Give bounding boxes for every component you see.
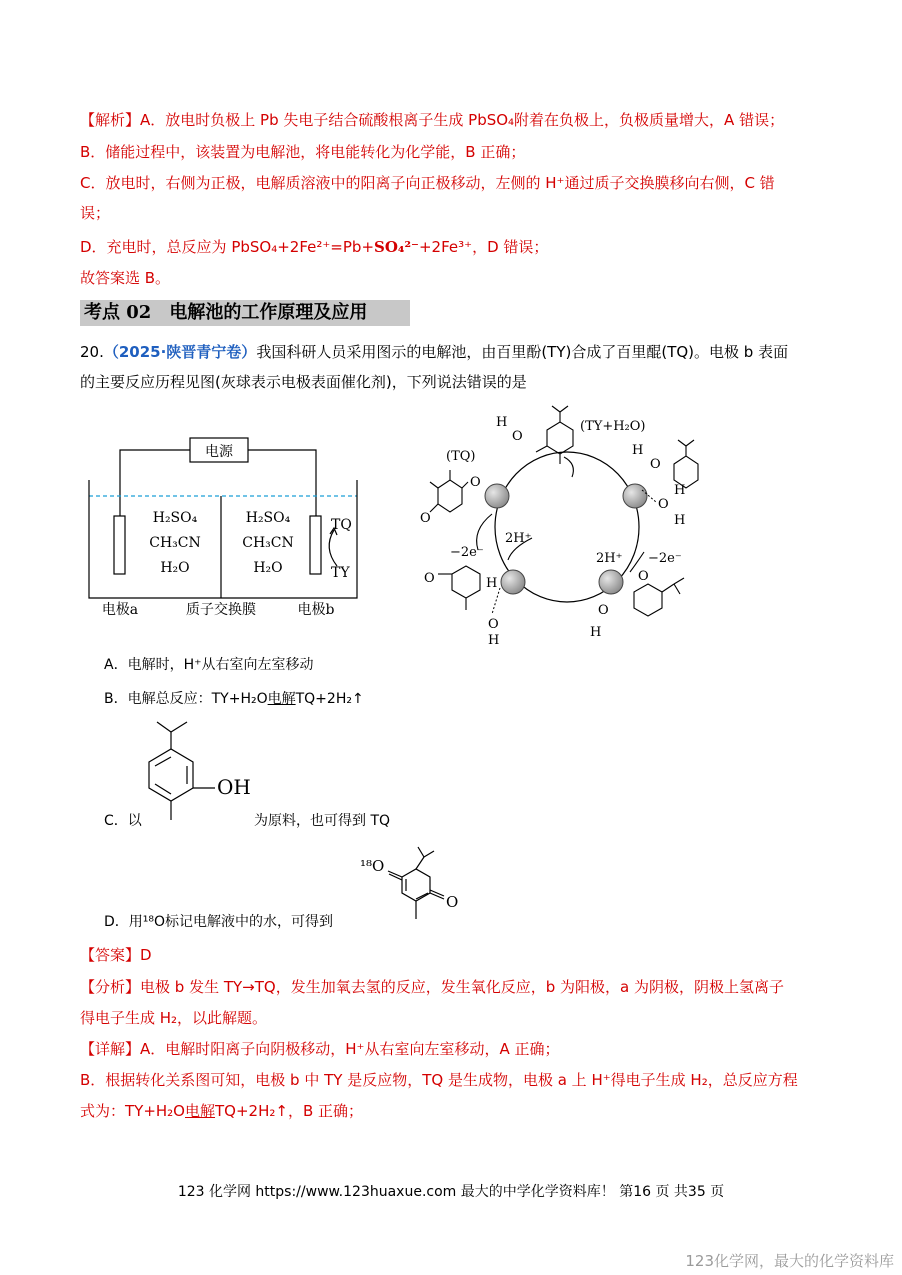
option-b-pre: B．电解总反应：TY+H₂O: [104, 691, 268, 707]
electrode-a-label: 电极a: [101, 602, 139, 618]
o-label: O: [446, 893, 459, 911]
atom-o-tq-1: O: [470, 475, 481, 490]
electrolytic-cell-diagram: [85, 430, 370, 625]
answer-value: D: [140, 946, 152, 964]
atom-h-water: H: [674, 513, 686, 528]
detail-line-b2: [80, 1101, 363, 1121]
solution-right-3: H₂O: [253, 560, 283, 576]
option-c-pre: C．以: [104, 813, 142, 829]
detail-b2-pre: 式为：TY+H₂O: [80, 1102, 185, 1120]
prev-analysis-line-c2: 误；: [80, 204, 111, 222]
detail-line-a: [80, 1039, 560, 1059]
prev-analysis-line-b: B．储能过程中，该装置为电解池，将电能转化为化学能，B 正确；: [80, 143, 526, 161]
catalyst-ball-top-left: [485, 484, 509, 508]
prev-conclusion: 故答案选 B。: [80, 269, 171, 287]
analysis-line-2: 得电子生成 H₂，以此解题。: [80, 1009, 268, 1027]
solution-left-1: H₂SO₄: [152, 510, 198, 526]
atom-h-top: H: [496, 415, 508, 430]
ty-molecule-top: [536, 406, 573, 464]
analysis-tag: 【解析】: [80, 111, 141, 129]
atom-o-br-2: O: [598, 603, 609, 618]
option-c-post: 为原料，也可得到 TQ: [254, 813, 391, 829]
detail-line-b1: B．根据转化关系图可知，电极 b 中 TY 是反应物，TQ 是生成物，电极 a 上 H⁺得电子生成 H₂，总反应方程: [80, 1071, 798, 1089]
question-number: 20.: [80, 343, 104, 361]
option-b-cond: 电解: [267, 691, 296, 707]
analysis-text-a: A．放电时负极上 Pb 失电子结合硫酸根离子生成 PbSO₄附着在负极上，负极质量增大，A 错误；: [140, 111, 785, 129]
answer-tag: 【答案】: [80, 946, 141, 964]
minus-2e-right: −2e⁻: [648, 551, 682, 566]
question-line-1: [80, 342, 788, 362]
minus-2e-left: −2e⁻: [450, 545, 484, 560]
answer-line: [80, 945, 152, 965]
option-c: [104, 811, 142, 831]
thymol-structure: [135, 716, 260, 828]
prev-analysis-line-c1: C．放电时，右侧为正极，电解质溶液中的阳离子向正极移动，左侧的 H⁺通过质子交换膜移向右侧，C 错: [80, 174, 775, 192]
atom-o-water: O: [658, 497, 669, 512]
line-d-pre: D．充电时，总反应为 PbSO₄+2Fe²⁺=Pb+: [80, 238, 375, 256]
atom-h-bl: H: [486, 576, 498, 591]
option-d: D．用¹⁸O标记电解液中的水，可得到: [104, 914, 334, 930]
analysis-line-1: [80, 977, 784, 997]
option-b-post: TQ+2H₂↑: [295, 691, 364, 707]
question-source: （2025·陕晋青宁卷）: [103, 343, 257, 361]
oh-label: OH: [217, 775, 251, 799]
atom-h-right: H: [632, 443, 644, 458]
electrode-b: [310, 516, 321, 574]
labeled-tq-structure: [358, 843, 488, 928]
tq-molecule-left: [430, 470, 468, 512]
atom-o-right: O: [650, 457, 661, 472]
ty-molecule-right: [674, 440, 698, 488]
prev-analysis-line-d: [80, 237, 548, 257]
page-footer: 123 化学网 https://www.123huaxue.com 最大的中学化学资料库！ 第16 页 共35 页: [177, 1184, 725, 1200]
sulfate-ion: SO₄²⁻: [374, 238, 419, 256]
atom-o-tq-2: O: [420, 511, 431, 526]
detail-b2-cond: 电解: [185, 1102, 216, 1120]
catalyst-ball-top-right: [623, 484, 647, 508]
catalyst-ball-bottom-left: [501, 570, 525, 594]
atom-o-bl-2: O: [488, 617, 499, 632]
solution-right-1: H₂SO₄: [245, 510, 291, 526]
electrode-a: [114, 516, 125, 574]
catalyst-ball-bottom-right: [599, 570, 623, 594]
option-a: A．电解时，H⁺从右室向左室移动: [104, 657, 314, 673]
line-d-post: +2Fe³⁺，D 错误；: [418, 238, 549, 256]
atom-h-right-2: H: [674, 483, 686, 498]
question-text-1: 我国科研人员采用图示的电解池，由百里酚(TY)合成了百里醌(TQ)。电极 b 表面: [256, 343, 789, 361]
detail-text-a: A．电解时阳离子向阴极移动，H⁺从右室向左室移动，A 正确；: [140, 1040, 560, 1058]
bound-molecule-left: [438, 566, 480, 610]
reaction-cycle-diagram: [412, 402, 712, 652]
analysis-tag: 【分析】: [80, 978, 141, 996]
solution-right-2: CH₃CN: [242, 535, 294, 551]
tq-label: TQ: [331, 517, 352, 533]
watermark: 123化学网，最大的化学资料库: [685, 1252, 894, 1270]
power-source-label: 电源: [205, 444, 233, 460]
option-b: [104, 689, 364, 709]
o18-label: ¹⁸O: [360, 857, 385, 875]
question-line-2: 的主要反应历程见图(灰球表示电极表面催化剂)，下列说法错误的是: [80, 373, 527, 391]
atom-o-br: O: [638, 569, 649, 584]
solution-left-2: CH₃CN: [149, 535, 201, 551]
atom-o-top: O: [512, 429, 523, 444]
two-h-plus-inner: 2H⁺: [505, 531, 532, 546]
electrode-b-label: 电极b: [297, 602, 335, 618]
prev-analysis-line-a: [80, 110, 784, 130]
solution-left-3: H₂O: [160, 560, 190, 576]
atom-h-bl-2: H: [488, 633, 500, 648]
membrane-label: 质子交换膜: [186, 602, 256, 618]
tq-cycle-label: (TQ): [446, 449, 476, 464]
two-h-plus-right: 2H⁺: [596, 551, 623, 566]
atom-h-br: H: [590, 625, 602, 640]
atom-o-bl: O: [424, 571, 435, 586]
detail-tag: 【详解】: [80, 1040, 141, 1058]
ty-label: TY: [331, 565, 350, 581]
ty-h2o-label: (TY+H₂O): [580, 419, 646, 434]
analysis-text-1: 电极 b 发生 TY→TQ，发生加氧去氢的反应，发生氧化反应，b 为阳极，a 为阴极，阴极上氢离子: [140, 978, 784, 996]
section-header: 考点 02 电解池的工作原理及应用: [80, 300, 410, 326]
detail-b2-post: TQ+2H₂↑，B 正确；: [215, 1102, 364, 1120]
